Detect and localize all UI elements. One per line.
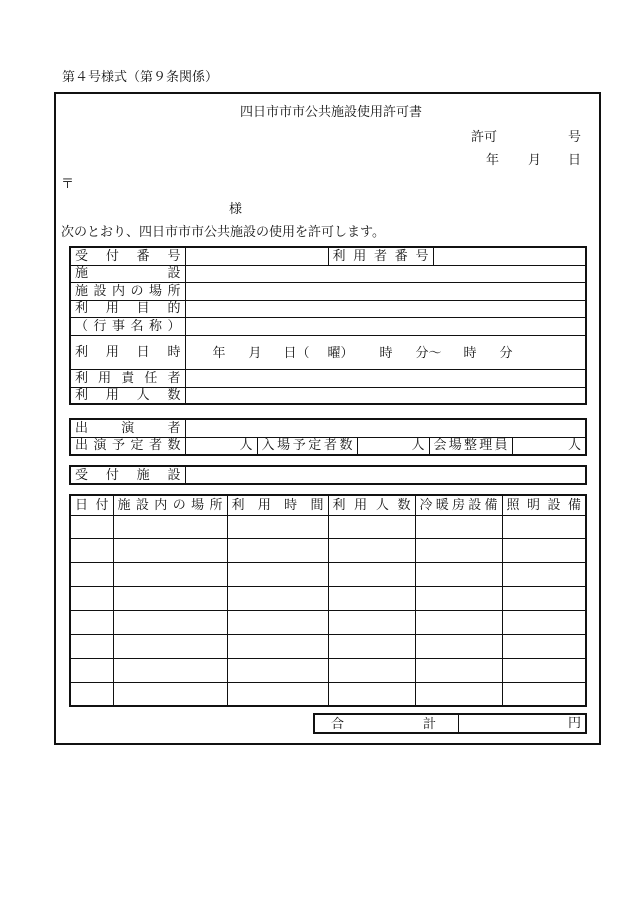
- cell-count[interactable]: [328, 658, 415, 682]
- cell-time[interactable]: [227, 586, 328, 610]
- total-label: [314, 714, 458, 733]
- header-usage-time: 利用時間: [227, 495, 328, 515]
- location-label: 施設内の場所: [70, 282, 185, 300]
- dt-minute-start: 分～: [415, 345, 442, 361]
- total-label-char-2: 計: [423, 717, 437, 732]
- performer-value[interactable]: [185, 419, 586, 437]
- postal-mark: 〒: [61, 177, 75, 192]
- responsible-person-label: 利用責任者: [70, 369, 185, 387]
- header-location: 施設内の場所: [113, 495, 227, 515]
- performer-label: 出演者: [70, 419, 185, 437]
- cell-ac[interactable]: [415, 515, 502, 538]
- honorific: 様: [229, 202, 243, 217]
- cell-count[interactable]: [328, 682, 415, 706]
- cell-date[interactable]: [70, 682, 113, 706]
- reception-number-value[interactable]: [185, 247, 328, 265]
- responsible-person-value[interactable]: [185, 369, 586, 387]
- cell-date[interactable]: [70, 515, 113, 538]
- dt-month: 月: [248, 345, 262, 361]
- purpose-value[interactable]: [185, 300, 586, 317]
- cell-lighting[interactable]: [502, 586, 586, 610]
- dt-minute-end: 分: [499, 345, 513, 361]
- cell-location[interactable]: [113, 538, 227, 562]
- table-row: [70, 515, 586, 538]
- location-value[interactable]: [185, 282, 586, 300]
- expected-performers-label: 出演予定者数: [70, 437, 185, 455]
- usage-detail-table: [69, 494, 587, 707]
- table-row: [70, 586, 586, 610]
- cell-ac[interactable]: [415, 682, 502, 706]
- cell-count[interactable]: [328, 586, 415, 610]
- cell-time[interactable]: [227, 634, 328, 658]
- facility-label: 施設: [70, 265, 185, 282]
- cell-date[interactable]: [70, 610, 113, 634]
- person-unit-3: 人: [568, 438, 582, 454]
- cell-lighting[interactable]: [502, 610, 586, 634]
- cell-location[interactable]: [113, 586, 227, 610]
- performer-table: [69, 418, 587, 456]
- cell-location[interactable]: [113, 515, 227, 538]
- cell-lighting[interactable]: [502, 658, 586, 682]
- event-name-value[interactable]: [185, 317, 586, 335]
- permit-number-suffix: 号: [568, 130, 582, 145]
- purpose-label: 利用目的: [70, 300, 185, 317]
- dt-hour-start: 時: [379, 345, 393, 361]
- cell-location[interactable]: [113, 610, 227, 634]
- person-unit-1: 人: [239, 438, 253, 454]
- permit-label: 許可: [471, 130, 498, 145]
- cell-count[interactable]: [328, 538, 415, 562]
- main-info-table: [69, 246, 587, 405]
- cell-date[interactable]: [70, 634, 113, 658]
- event-name-label: （行事名称）: [70, 317, 185, 335]
- total-label-char-1: 合: [331, 717, 345, 732]
- expected-attendees-label: 入場予定者数: [257, 437, 357, 455]
- table-row: [70, 538, 586, 562]
- total-table: [313, 713, 587, 734]
- reception-number-label: 受付番号: [70, 247, 185, 265]
- cell-ac[interactable]: [415, 562, 502, 586]
- cell-location[interactable]: [113, 658, 227, 682]
- document-title: 四日市市市公共施設使用許可書: [240, 105, 423, 120]
- cell-time[interactable]: [227, 682, 328, 706]
- cell-lighting[interactable]: [502, 515, 586, 538]
- header-date: 日付: [70, 495, 113, 515]
- cell-ac[interactable]: [415, 610, 502, 634]
- cell-date[interactable]: [70, 538, 113, 562]
- expected-attendees-value[interactable]: [357, 437, 429, 455]
- reception-facility-value[interactable]: [185, 466, 586, 484]
- venue-staff-value[interactable]: [512, 437, 586, 455]
- cell-time[interactable]: [227, 610, 328, 634]
- header-air-conditioning: 冷暖房設備: [415, 495, 502, 515]
- reception-facility-label: 受付施設: [70, 466, 185, 484]
- cell-date[interactable]: [70, 562, 113, 586]
- user-number-label: 利用者番号: [328, 247, 433, 265]
- cell-ac[interactable]: [415, 586, 502, 610]
- cell-ac[interactable]: [415, 634, 502, 658]
- permit-statement: 次のとおり、四日市市市公共施設の使用を許可します。: [61, 225, 385, 240]
- table-row: [70, 634, 586, 658]
- dt-year: 年: [212, 345, 226, 361]
- user-number-value[interactable]: [433, 247, 586, 265]
- reception-facility-table: [69, 465, 587, 485]
- table-row: [70, 682, 586, 706]
- cell-lighting[interactable]: [502, 562, 586, 586]
- cell-count[interactable]: [328, 515, 415, 538]
- dt-weekday: 曜）: [327, 345, 354, 361]
- header-user-count: 利用人数: [328, 495, 415, 515]
- total-amount-value[interactable]: [458, 714, 586, 733]
- table-row: [70, 610, 586, 634]
- user-count-value[interactable]: [185, 387, 586, 404]
- cell-date[interactable]: [70, 586, 113, 610]
- cell-count[interactable]: [328, 610, 415, 634]
- dt-hour-end: 時: [463, 345, 477, 361]
- user-count-label: 利用人数: [70, 387, 185, 404]
- date-month: 月: [528, 153, 542, 168]
- table-row: [70, 562, 586, 586]
- person-unit-2: 人: [411, 438, 425, 454]
- cell-date[interactable]: [70, 658, 113, 682]
- expected-performers-value[interactable]: [185, 437, 257, 455]
- usage-datetime-value[interactable]: [185, 335, 586, 369]
- cell-count[interactable]: [328, 634, 415, 658]
- date-year: 年: [486, 153, 500, 168]
- cell-count[interactable]: [328, 562, 415, 586]
- cell-lighting[interactable]: [502, 682, 586, 706]
- header-lighting: 照明設備: [502, 495, 586, 515]
- form-reference: 第４号様式（第９条関係）: [62, 70, 219, 85]
- facility-value[interactable]: [185, 265, 586, 282]
- detail-header-row: [70, 495, 586, 515]
- cell-ac[interactable]: [415, 538, 502, 562]
- cell-ac[interactable]: [415, 658, 502, 682]
- date-day: 日: [568, 153, 582, 168]
- cell-lighting[interactable]: [502, 538, 586, 562]
- cell-location[interactable]: [113, 562, 227, 586]
- cell-time[interactable]: [227, 538, 328, 562]
- cell-lighting[interactable]: [502, 634, 586, 658]
- dt-day: 日（: [283, 345, 310, 361]
- cell-time[interactable]: [227, 562, 328, 586]
- cell-location[interactable]: [113, 634, 227, 658]
- cell-time[interactable]: [227, 515, 328, 538]
- venue-staff-label: 会場整理員: [429, 437, 512, 455]
- table-row: [70, 658, 586, 682]
- usage-datetime-label: 利用日時: [70, 335, 185, 369]
- cell-time[interactable]: [227, 658, 328, 682]
- cell-location[interactable]: [113, 682, 227, 706]
- yen-unit: 円: [567, 716, 581, 731]
